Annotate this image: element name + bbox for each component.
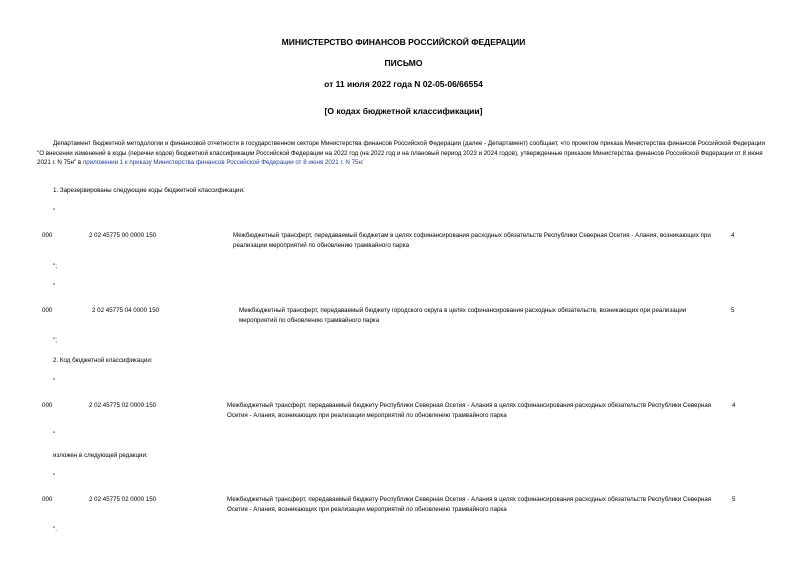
section2-label: 2. Код бюджетной классификации: <box>53 357 153 364</box>
stated-label: изложен в следующей редакции: <box>53 452 148 459</box>
close-quote: "; <box>53 337 57 344</box>
admin-code: 000 <box>42 402 53 409</box>
intro-tail: : <box>361 159 364 166</box>
document-type: ПИСЬМО <box>384 58 423 68</box>
ministry-title: МИНИСТЕРСТВО ФИНАНСОВ РОССИЙСКОЙ ФЕДЕРАЦИИ <box>281 37 526 47</box>
intro-text: Департамент бюджетной методологии и финансовой отчетности в государственном секторе Министерства финансов Российской Федерации (далее - Департамент) сообщает, что проектом приказа Министерства финансов Российской Федерации "О внесении изменений в коды (перечни кодов) бюджетной классификации Российской Федерации на 2022 год (на 2022 год и на плановый период 2023 и 2024 годов), утвержденные приказом Министерства финансов Российской Федерации от 8 июня 2021 г. N 75н" в <box>37 140 765 166</box>
row-number: 4 <box>732 402 736 409</box>
budget-code: 2 02 45775 04 0000 150 <box>92 307 160 314</box>
intro-paragraph <box>37 139 767 168</box>
admin-code: 000 <box>42 232 53 239</box>
admin-code: 000 <box>42 307 53 314</box>
document-date-number: от 11 июля 2022 года N 02-05-06/66554 <box>324 79 483 89</box>
row-description: Межбюджетный трансферт, передаваемый бюджету Республики Северная Осетия - Алания в целях софинансирования расходных обязательств Республики Северная Осетия - Алания, возникающих при реализации мероприятий по обновлению трамвайного парка <box>227 402 712 419</box>
row-description: Межбюджетный трансферт, передаваемый бюджетам в целях софинансирования расходных обязательств Республики Северная Осетия - Алания, возникающих при реализации мероприятий по обновлению трамвайного парка <box>233 232 711 249</box>
close-quote: "; <box>53 263 57 270</box>
row-number: 5 <box>731 307 735 314</box>
row-number: 4 <box>731 232 735 239</box>
document-subject: [О кодах бюджетной классификации] <box>324 106 483 116</box>
open-quote: " <box>53 208 56 215</box>
row-description: Межбюджетный трансферт, передаваемый бюджету Республики Северная Осетия - Алания в целях софинансирования расходных обязательств Республики Северная Осетия - Алания, возникающих при реализации мероприятий по обновлению трамвайного парка <box>227 496 712 513</box>
open-quote: " <box>53 378 56 385</box>
budget-code: 2 02 45775 02 0000 150 <box>89 402 157 409</box>
close-quote: " <box>53 431 56 438</box>
close-quote: ". <box>53 526 57 533</box>
open-quote: " <box>53 473 56 480</box>
section1-label: 1. Зарезервированы следующие коды бюджетной классификации: <box>53 187 245 194</box>
admin-code: 000 <box>42 496 53 503</box>
open-quote: " <box>53 283 56 290</box>
budget-code: 2 02 45775 02 0000 150 <box>89 496 157 503</box>
annex-link[interactable]: приложении 1 к приказу Министерства финансов Российской Федерации от 8 июня 2021 г. N 75н <box>82 159 362 166</box>
row-description: Межбюджетный трансферт, передаваемый бюджету городского округа в целях софинансирования расходных обязательств, возникающих при реализации мероприятий по обновлению трамвайного парка <box>239 307 687 324</box>
row-number: 5 <box>732 496 736 503</box>
budget-code: 2 02 45775 00 0000 150 <box>89 232 157 239</box>
